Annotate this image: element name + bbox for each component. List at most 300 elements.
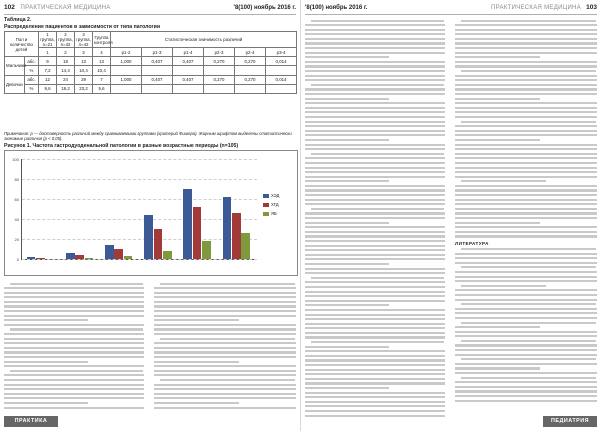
text-line-placeholder	[455, 312, 597, 314]
chart-y-tick-label: 80	[14, 176, 19, 182]
text-line-placeholder	[4, 365, 144, 367]
right-journal-name: ПРАКТИЧЕСКАЯ МЕДИЦИНА	[491, 5, 581, 11]
legend-label: ЯБ	[271, 211, 277, 216]
chart-bar	[66, 253, 75, 259]
text-line-placeholder	[455, 33, 597, 35]
text-line-placeholder	[461, 20, 596, 22]
text-line-placeholder	[455, 153, 597, 155]
text-line-placeholder	[4, 342, 144, 344]
text-line-placeholder	[305, 369, 445, 371]
text-line-placeholder	[4, 310, 144, 312]
text-line-placeholder	[455, 157, 597, 159]
table2-header-cell: Группа контроля	[93, 32, 111, 48]
table2-measure-cell: %	[25, 84, 39, 93]
text-line-placeholder	[305, 327, 445, 329]
right-text-column-2	[455, 17, 597, 402]
text-line-placeholder	[154, 296, 296, 298]
left-head-rule	[4, 14, 296, 15]
table2-cell: 0,014	[266, 57, 297, 66]
text-line-placeholder	[455, 79, 597, 81]
text-line-placeholder	[305, 300, 445, 302]
text-line-placeholder	[305, 102, 445, 104]
text-line-placeholder	[455, 226, 597, 228]
chart-bar	[36, 258, 45, 259]
text-line-placeholder	[4, 374, 144, 376]
table2-cell	[235, 66, 266, 75]
chart-legend	[263, 191, 279, 218]
text-line-placeholder	[305, 268, 445, 270]
text-line-placeholder	[4, 315, 144, 317]
text-line-placeholder	[455, 194, 597, 196]
text-line-placeholder	[10, 328, 143, 330]
table2-cell: 10,4	[75, 66, 93, 75]
table2-cell: 0,270	[235, 75, 266, 84]
text-line-placeholder	[154, 301, 296, 303]
text-line-placeholder	[455, 212, 597, 214]
text-line-placeholder	[305, 231, 445, 233]
table2-group-cell: Мальчики	[5, 57, 25, 75]
table2-cell	[266, 66, 297, 75]
chart-y-tick-label: 60	[14, 196, 19, 202]
text-line-placeholder	[455, 134, 597, 136]
text-line-placeholder	[455, 289, 597, 291]
text-line-placeholder	[154, 287, 296, 289]
text-line-placeholder	[455, 331, 597, 333]
text-line-placeholder	[305, 235, 445, 237]
text-line-placeholder	[311, 20, 444, 22]
text-line-placeholder	[305, 125, 445, 127]
text-line-placeholder	[311, 341, 444, 343]
text-line-placeholder	[455, 354, 597, 356]
text-line-placeholder	[461, 70, 596, 72]
text-line-placeholder	[154, 333, 296, 335]
text-line-placeholder	[455, 367, 540, 369]
references-list	[455, 248, 597, 402]
text-line-placeholder	[4, 324, 144, 326]
text-line-placeholder	[154, 356, 296, 358]
table2-cell: 23,2	[75, 84, 93, 93]
text-line-placeholder	[455, 107, 597, 109]
text-line-placeholder	[154, 393, 296, 395]
text-line-placeholder	[305, 111, 445, 113]
text-line-placeholder	[305, 304, 389, 306]
legend-swatch	[263, 203, 269, 207]
text-line-placeholder	[305, 258, 445, 260]
text-line-placeholder	[455, 171, 597, 173]
text-line-placeholder	[305, 226, 445, 228]
table2-cell: 0,407	[173, 57, 204, 66]
text-line-placeholder	[305, 29, 445, 31]
table2-cell: 0,270	[204, 75, 235, 84]
chart-y-tick-label: 20	[14, 236, 19, 242]
chart-bar	[202, 241, 211, 259]
text-line-placeholder	[455, 125, 597, 127]
text-line-placeholder	[455, 372, 597, 374]
text-line-placeholder	[4, 356, 144, 358]
table2-cell: 9	[39, 57, 57, 66]
text-line-placeholder	[305, 295, 445, 297]
chart-bar	[75, 255, 84, 259]
left-running-head	[4, 2, 296, 14]
right-page-number: 103	[586, 4, 597, 11]
right-footer-tab: ПЕДИАТРИЯ	[543, 416, 597, 427]
chart-bar	[223, 197, 232, 259]
text-line-placeholder	[160, 338, 295, 340]
text-line-placeholder	[305, 387, 389, 389]
table2-cell: 14,4	[57, 66, 75, 75]
table2-header-cell: р3-4	[266, 48, 297, 57]
text-line-placeholder	[154, 384, 296, 386]
text-line-placeholder	[305, 323, 445, 325]
text-line-placeholder	[4, 397, 144, 399]
text-line-placeholder	[455, 102, 597, 104]
text-line-placeholder	[305, 65, 445, 67]
text-line-placeholder	[305, 355, 445, 357]
text-line-placeholder	[455, 217, 597, 219]
table2-cell	[142, 84, 173, 93]
table2-row	[5, 84, 297, 93]
text-line-placeholder	[455, 208, 597, 210]
table2-cell	[235, 84, 266, 93]
right-text-column-1	[305, 17, 445, 417]
text-line-placeholder	[305, 121, 445, 123]
table2-cell: 0,270	[235, 57, 266, 66]
text-line-placeholder	[305, 222, 389, 224]
text-line-placeholder	[455, 235, 597, 237]
text-line-placeholder	[455, 116, 597, 118]
text-line-placeholder	[4, 292, 144, 294]
table2-note: Примечание: p — достоверность различий между сравниваемыми группами (критерий Фишера). Жирным шрифтом выделены статистически значимые различия (р < 0,05).	[4, 131, 292, 142]
table2-header-cell: 3	[75, 48, 93, 57]
text-line-placeholder	[305, 286, 445, 288]
text-line-placeholder	[455, 363, 597, 365]
chart-y-tick-label: 0	[16, 256, 19, 262]
text-line-placeholder	[455, 280, 597, 282]
table2-header-cell: 1	[39, 48, 57, 57]
text-line-placeholder	[461, 303, 596, 305]
text-line-placeholder	[455, 24, 597, 26]
text-line-placeholder	[455, 42, 597, 44]
table2-header-cell: 2	[57, 48, 75, 57]
text-line-placeholder	[154, 370, 296, 372]
table2-header-cell: 1 группа, n=21	[40, 32, 55, 47]
text-line-placeholder	[154, 347, 296, 349]
text-line-placeholder	[461, 248, 596, 250]
table2-cell: 0,407	[142, 57, 173, 66]
text-line-placeholder	[461, 121, 596, 123]
text-line-placeholder	[455, 326, 540, 328]
text-line-placeholder	[311, 208, 444, 210]
text-line-placeholder	[455, 257, 597, 259]
chart-plot-area	[21, 159, 257, 260]
text-line-placeholder	[4, 351, 144, 353]
text-line-placeholder	[305, 79, 445, 81]
text-line-placeholder	[154, 361, 239, 363]
chart-y-tick-label: 40	[14, 216, 19, 222]
text-line-placeholder	[305, 217, 445, 219]
text-line-placeholder	[455, 93, 597, 95]
text-line-placeholder	[455, 400, 597, 402]
text-line-placeholder	[455, 253, 597, 255]
text-line-placeholder	[154, 310, 296, 312]
text-line-placeholder	[305, 199, 445, 201]
table2-cell: 0,407	[142, 75, 173, 84]
references-heading: ЛИТЕРАТУРА	[455, 240, 489, 246]
text-line-placeholder	[305, 116, 445, 118]
text-line-placeholder	[4, 388, 144, 390]
text-line-placeholder	[10, 283, 143, 285]
text-line-placeholder	[455, 199, 597, 201]
text-line-placeholder	[305, 93, 445, 95]
text-line-placeholder	[305, 180, 389, 182]
text-line-placeholder	[455, 276, 597, 278]
table2-cell: 0,014	[266, 75, 297, 84]
table2-group-cell: Девочки	[5, 75, 25, 93]
text-line-placeholder	[455, 162, 597, 164]
text-line-placeholder	[305, 47, 445, 49]
text-line-placeholder	[154, 324, 296, 326]
text-line-placeholder	[305, 203, 445, 205]
text-line-placeholder	[455, 88, 597, 90]
text-line-placeholder	[305, 415, 445, 417]
right-running-head	[305, 2, 597, 14]
table2-subtitle: Распределение пациентов в зависимости от типа патологии	[4, 23, 161, 30]
table2-cell: 29	[75, 75, 93, 84]
table2-header-cell: р1-4	[173, 48, 204, 57]
table2-cell	[111, 84, 142, 93]
text-line-placeholder	[455, 47, 597, 49]
table2-cell	[142, 66, 173, 75]
legend-label: ХГД	[271, 202, 279, 207]
table2-cell: 12	[39, 75, 57, 84]
text-line-placeholder	[4, 319, 88, 321]
text-line-placeholder	[461, 377, 596, 379]
text-line-placeholder	[4, 333, 144, 335]
text-line-placeholder	[455, 222, 540, 224]
text-line-placeholder	[4, 305, 144, 307]
table2-cell	[173, 66, 204, 75]
text-line-placeholder	[455, 262, 597, 264]
table2-cell	[111, 66, 142, 75]
text-line-placeholder	[154, 365, 296, 367]
text-line-placeholder	[455, 317, 597, 319]
text-line-placeholder	[305, 42, 445, 44]
text-line-placeholder	[305, 405, 445, 407]
text-line-placeholder	[455, 381, 597, 383]
text-line-placeholder	[4, 384, 144, 386]
table2-header-cell: р2-3	[204, 48, 235, 57]
text-line-placeholder	[305, 373, 445, 375]
text-line-placeholder	[154, 292, 296, 294]
text-line-placeholder	[455, 144, 597, 146]
text-line-placeholder	[455, 56, 540, 58]
table2-cell: 13	[93, 57, 111, 66]
text-line-placeholder	[305, 189, 445, 191]
text-line-placeholder	[455, 189, 597, 191]
text-line-placeholder	[455, 349, 597, 351]
text-line-placeholder	[455, 29, 597, 31]
table2-measure-cell: абс.	[25, 57, 39, 66]
text-line-placeholder	[305, 194, 445, 196]
text-line-placeholder	[305, 401, 445, 403]
legend-item	[263, 200, 279, 209]
text-line-placeholder	[4, 338, 144, 340]
table2-cell: 13	[75, 57, 93, 66]
text-line-placeholder	[4, 379, 144, 381]
text-line-placeholder	[4, 361, 88, 363]
text-line-placeholder	[305, 272, 445, 274]
text-line-placeholder	[311, 84, 444, 86]
text-line-placeholder	[305, 148, 445, 150]
text-line-placeholder	[305, 396, 445, 398]
text-line-placeholder	[305, 130, 445, 132]
text-line-placeholder	[455, 61, 597, 63]
table2-header-cell: 3 группа, n=42	[76, 32, 91, 47]
left-text-column-1	[4, 280, 144, 409]
figure1-label: Рисунок 1.	[4, 143, 32, 149]
text-line-placeholder	[154, 342, 296, 344]
legend-label: ХЭД	[271, 193, 280, 198]
text-line-placeholder	[305, 38, 445, 40]
table2-header-cell: р2-4	[235, 48, 266, 57]
chart-bar	[114, 249, 123, 259]
right-head-rule	[305, 14, 597, 15]
chart-gridline	[22, 179, 257, 180]
chart-bar	[85, 258, 94, 259]
text-line-placeholder	[461, 358, 596, 360]
text-line-placeholder	[305, 318, 445, 320]
left-footer-tab: ПРАКТИКА	[4, 416, 58, 427]
text-line-placeholder	[305, 162, 445, 164]
table2-cell: 24	[57, 75, 75, 84]
text-line-placeholder	[305, 139, 389, 141]
table2-header-cell: Пол и количество детей	[5, 32, 39, 57]
text-line-placeholder	[305, 61, 445, 63]
text-line-placeholder	[305, 240, 445, 242]
legend-swatch	[263, 194, 269, 198]
text-line-placeholder	[305, 263, 389, 265]
text-line-placeholder	[305, 336, 445, 338]
text-line-placeholder	[4, 347, 144, 349]
table2-row	[5, 66, 297, 75]
text-line-placeholder	[305, 157, 445, 159]
chart-bar	[193, 207, 202, 259]
table2-cell	[173, 84, 204, 93]
text-line-placeholder	[154, 351, 296, 353]
text-line-placeholder	[455, 294, 597, 296]
chart-bar	[154, 229, 163, 259]
text-line-placeholder	[305, 249, 445, 251]
text-line-placeholder	[311, 153, 444, 155]
table2-label: Таблица 2.	[4, 17, 32, 23]
text-line-placeholder	[455, 130, 597, 132]
text-line-placeholder	[305, 52, 445, 54]
text-line-placeholder	[305, 382, 445, 384]
text-line-placeholder	[154, 328, 296, 330]
text-line-placeholder	[305, 176, 445, 178]
table2-title	[4, 17, 296, 30]
text-line-placeholder	[305, 212, 445, 214]
text-line-placeholder	[305, 291, 445, 293]
left-page	[0, 0, 300, 431]
text-line-placeholder	[455, 390, 597, 392]
table2-header-cell: 4	[93, 48, 111, 57]
text-line-placeholder	[461, 322, 596, 324]
text-line-placeholder	[4, 287, 144, 289]
table2-measure-cell: абс.	[25, 75, 39, 84]
text-line-placeholder	[154, 305, 296, 307]
text-line-placeholder	[455, 231, 597, 233]
text-line-placeholder	[305, 107, 445, 109]
text-line-placeholder	[4, 402, 88, 404]
text-line-placeholder	[305, 56, 389, 58]
text-line-placeholder	[305, 245, 445, 247]
text-line-placeholder	[4, 393, 144, 395]
text-line-placeholder	[154, 388, 296, 390]
text-line-placeholder	[455, 386, 597, 388]
text-line-placeholder	[305, 88, 445, 90]
chart-gridline	[22, 159, 257, 160]
text-line-placeholder	[305, 171, 445, 173]
text-line-placeholder	[461, 340, 596, 342]
text-line-placeholder	[455, 271, 597, 273]
text-line-placeholder	[455, 65, 597, 67]
table2-header-row	[5, 32, 297, 48]
table2-cell: 0,270	[204, 57, 235, 66]
text-line-placeholder	[305, 309, 445, 311]
legend-swatch	[263, 212, 269, 216]
text-line-placeholder	[305, 359, 445, 361]
table2-cell	[204, 66, 235, 75]
chart-bar	[163, 251, 172, 259]
text-line-placeholder	[455, 148, 597, 150]
text-line-placeholder	[455, 344, 597, 346]
text-line-placeholder	[455, 308, 597, 310]
text-line-placeholder	[4, 296, 144, 298]
table2-cell: 10,4	[93, 66, 111, 75]
text-line-placeholder	[305, 346, 389, 348]
text-line-placeholder	[455, 52, 597, 54]
table2-header-cell: р1-3	[142, 48, 173, 57]
text-line-placeholder	[455, 335, 597, 337]
text-line-placeholder	[305, 167, 445, 169]
table2-row	[5, 57, 297, 66]
table2-cell: 7,2	[39, 66, 57, 75]
text-line-placeholder	[10, 370, 143, 372]
table2-measure-cell: %	[25, 66, 39, 75]
legend-item	[263, 209, 279, 218]
text-line-placeholder	[305, 144, 445, 146]
text-line-placeholder	[305, 185, 445, 187]
figure1-subtitle: Частота гастродуоденальной патологии в разные возрастные периоды (n=105)	[32, 143, 239, 149]
text-line-placeholder	[305, 24, 445, 26]
text-line-placeholder	[154, 397, 296, 399]
chart-bar	[105, 245, 114, 259]
table2-cell: 5,6	[93, 84, 111, 93]
chart-bar	[232, 213, 241, 259]
text-line-placeholder	[455, 84, 597, 86]
text-line-placeholder	[154, 374, 296, 376]
left-text-column-2	[154, 280, 296, 409]
text-line-placeholder	[305, 364, 445, 366]
text-line-placeholder	[455, 167, 597, 169]
table2-cell	[266, 84, 297, 93]
text-line-placeholder	[305, 254, 445, 256]
right-col2-body	[455, 20, 597, 238]
table2-cell: 9,6	[39, 84, 57, 93]
table2-cell: 1,000	[111, 57, 142, 66]
text-line-placeholder	[305, 350, 445, 352]
